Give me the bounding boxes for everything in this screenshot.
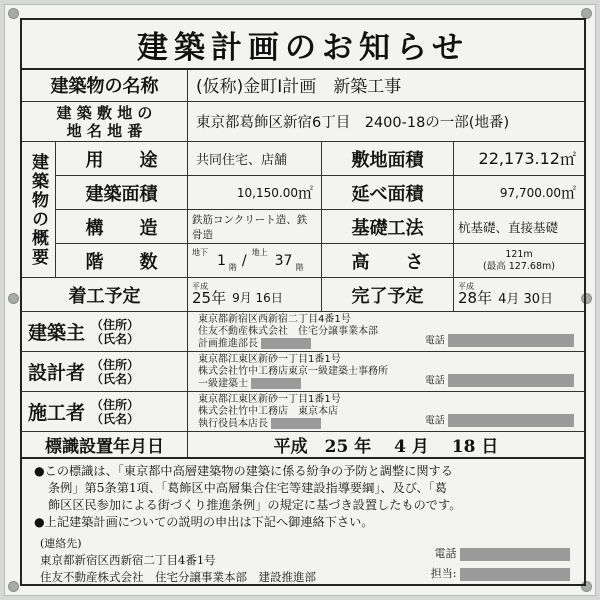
use-label: 用 途 [56, 142, 188, 176]
contact-heading: (連絡先) [40, 537, 82, 550]
site-area-label: 敷地面積 [322, 142, 454, 176]
owner-value: 東京都新宿区西新宿二丁目4番1号 住友不動産株式会社 住宅分譲事業本部 計画推進部長 電話 [188, 312, 584, 352]
redacted-phone [460, 548, 570, 561]
completion-date-label: 完了予定 [322, 278, 454, 312]
redacted-name [251, 378, 301, 389]
redacted-phone [448, 374, 574, 387]
redacted-phone [448, 334, 574, 347]
height-value: 121m (最高 127.68m) [454, 244, 584, 278]
site-location-label: 建 築 敷 地 の 地 名 地 番 [22, 102, 188, 142]
total-floor-area-label: 延べ面積 [322, 176, 454, 210]
contact-phone: 電話 [435, 545, 571, 562]
building-area-value: 10,150.00 ㎡ [188, 176, 322, 210]
contractor-value: 東京都江東区新砂一丁目1番1号 株式会社竹中工務店 東京本店 執行役員本店長 電話 [188, 392, 584, 432]
notice-title: 建築計画のお知らせ [22, 20, 584, 70]
sign-board [4, 4, 596, 596]
start-date-label: 着工予定 [22, 278, 188, 312]
building-name-label: 建築物の名称 [22, 68, 188, 102]
designer-label: 設計者 （住所） （氏名） [22, 352, 188, 392]
owner-label: 建築主 （住所） （氏名） [22, 312, 188, 352]
contractor-label: 施工者 （住所） （氏名） [22, 392, 188, 432]
floors-value: 地下 1 階 / 地上 37 階 [188, 244, 322, 278]
sign-date-label: 標識設置年月日 [22, 432, 188, 459]
total-floor-area-value: 97,700.00 ㎡ [454, 176, 584, 210]
floors-label: 階 数 [56, 244, 188, 278]
completion-date-value: 平成 28年 4月 30日 [454, 278, 584, 312]
redacted-name [261, 338, 311, 349]
height-label: 高 さ [322, 244, 454, 278]
note-line: 条例」第5条第1項、「葛飾区中高層集合住宅等建設指導要綱」、及び、「葛 [48, 481, 447, 495]
redacted-name [271, 418, 321, 429]
designer-value: 東京都江東区新砂一丁目1番1号 株式会社竹中工務店東京一級建築士事務所 一級建築士 電話 [188, 352, 584, 392]
site-area-value: 22,173.12 ㎡ [454, 142, 584, 176]
foundation-value: 杭基礎、直接基礎 [454, 210, 584, 244]
foundation-label: 基礎工法 [322, 210, 454, 244]
structure-value: 鉄筋コンクリート造、鉄骨造 [188, 210, 322, 244]
start-date-value: 平成 25年 9月 16日 [188, 278, 322, 312]
sign-date-value: 平成 25 年 4 月 18 日 [188, 432, 584, 459]
bolt-top-left [8, 8, 19, 19]
site-location-value: 東京都葛飾区新宿6丁目 2400-18の一部(地番) [188, 102, 584, 142]
use-value: 共同住宅、店舗 [188, 142, 322, 176]
note-line: ●上記建築計画についての説明の申出は下記へ御連絡下さい。 [34, 515, 374, 529]
bolt-mid-left [8, 293, 19, 304]
contact-org: 住友不動産株式会社 住宅分譲事業本部 建設推進部 [40, 570, 316, 584]
structure-label: 構 造 [56, 210, 188, 244]
notice-frame [20, 18, 586, 586]
contact-address: 東京都新宿区西新宿二丁目4番1号 [40, 553, 216, 567]
note-line: ●この標識は、「東京都中高層建築物の建築に係る紛争の予防と調整に関する [34, 464, 453, 478]
overview-label: 建築物の概要 [22, 142, 56, 278]
building-name-value: (仮称)金町Ⅰ計画 新築工事 [188, 68, 584, 102]
contact-person: 担当: [431, 565, 570, 582]
bolt-bottom-left [8, 581, 19, 592]
building-area-label: 建築面積 [56, 176, 188, 210]
redacted-phone [448, 414, 574, 427]
notes-section [22, 459, 584, 586]
redacted-name [460, 568, 570, 581]
note-line: 飾区区民参加による街づくり推進条例」の規定に基づき設置したものです。 [48, 498, 462, 512]
